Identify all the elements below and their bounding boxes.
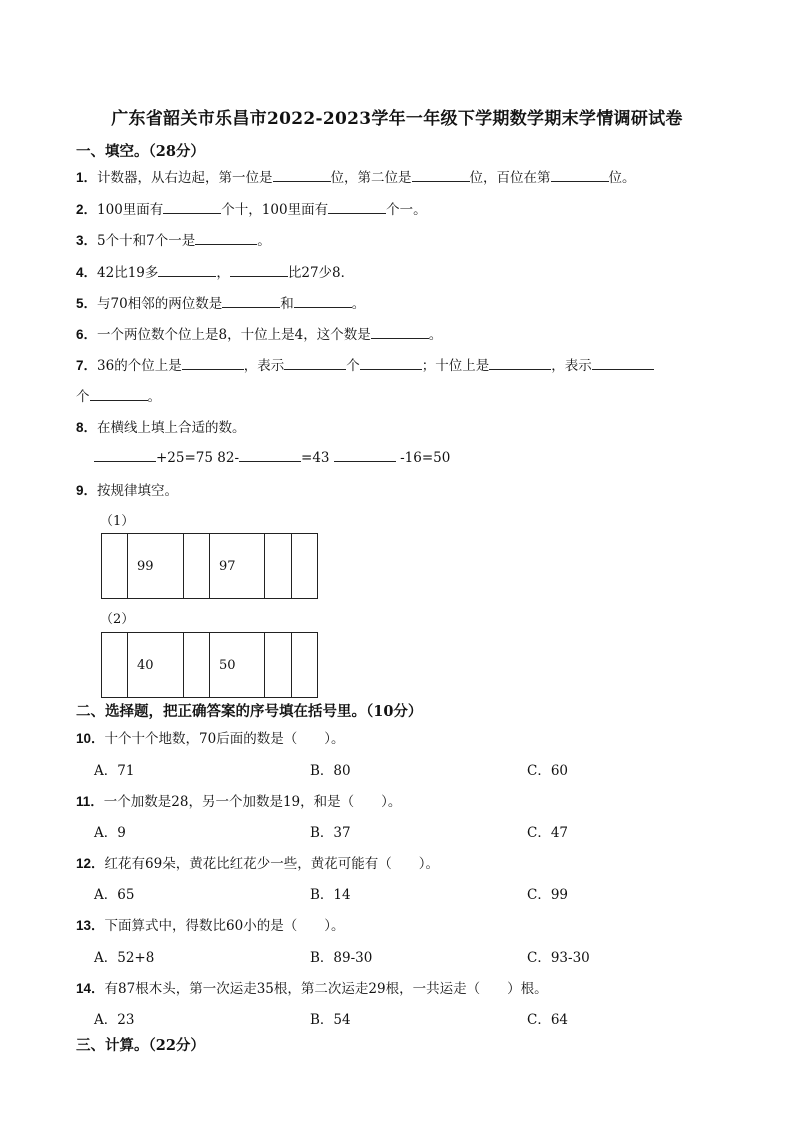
option-a[interactable]: A．71 bbox=[94, 763, 135, 779]
question-14: 14．有87根木头，第一次运走35根，第二次运走29根，一共运走（ ）根。 bbox=[76, 981, 548, 997]
section-heading-choice: 二、选择题，把正确答案的序号填在括号里。（10分） bbox=[76, 703, 423, 720]
answer-blank[interactable] bbox=[195, 231, 257, 245]
question-5: 5．与70相邻的两位数是 和 。 bbox=[76, 296, 366, 312]
answer-blank[interactable] bbox=[273, 168, 331, 182]
question-7: 7．36的个位上是 ，表示 个 ；十位上是 ，表示 bbox=[76, 354, 654, 374]
sequence-cell[interactable] bbox=[102, 534, 128, 599]
answer-blank[interactable] bbox=[182, 356, 244, 370]
answer-blank[interactable] bbox=[412, 168, 470, 182]
sequence-cell[interactable] bbox=[184, 633, 210, 698]
sequence-cell[interactable] bbox=[265, 534, 292, 599]
option-b[interactable]: B．14 bbox=[310, 887, 351, 903]
answer-blank[interactable] bbox=[371, 325, 429, 339]
question-4: 4．42比19多 ， 比27少8． bbox=[76, 265, 355, 281]
option-a[interactable]: A．65 bbox=[94, 887, 135, 903]
section-heading-fill: 一、填空。（28分） bbox=[76, 143, 205, 160]
part-label-2: （2） bbox=[100, 612, 135, 627]
answer-blank[interactable] bbox=[334, 448, 396, 462]
section-heading-calc: 三、计算。（22分） bbox=[76, 1037, 205, 1054]
answer-blank[interactable] bbox=[592, 356, 654, 370]
answer-blank[interactable] bbox=[230, 263, 288, 277]
answer-blank[interactable] bbox=[328, 200, 386, 214]
question-13: 13．下面算式中，得数比60小的是（ ）。 bbox=[76, 918, 345, 934]
answer-blank[interactable] bbox=[360, 356, 422, 370]
answer-blank[interactable] bbox=[284, 356, 346, 370]
sequence-cell[interactable] bbox=[292, 534, 318, 599]
sequence-cell[interactable] bbox=[292, 633, 318, 698]
answer-blank[interactable] bbox=[551, 168, 609, 182]
sequence-cell: 97 bbox=[210, 534, 265, 599]
option-a[interactable]: A．23 bbox=[94, 1012, 135, 1028]
part-label-1: （1） bbox=[100, 514, 135, 529]
option-c[interactable]: C．93-30 bbox=[527, 950, 590, 966]
option-b[interactable]: B．80 bbox=[310, 763, 351, 779]
answer-blank[interactable] bbox=[239, 448, 301, 462]
question-1: 1．计数器，从右边起，第一位是 位，第二位是 位，百位在第 位。 bbox=[76, 170, 636, 186]
number-sequence-2 bbox=[101, 632, 318, 698]
answer-blank[interactable] bbox=[158, 263, 216, 277]
option-c[interactable]: C．47 bbox=[527, 825, 569, 841]
option-b[interactable]: B．89-30 bbox=[310, 950, 373, 966]
sequence-cell[interactable] bbox=[265, 633, 292, 698]
sequence-cell[interactable] bbox=[184, 534, 210, 599]
page-title: 广东省韶关市乐昌市2022-2023学年一年级下学期数学期末学情调研试卷 bbox=[111, 109, 683, 129]
answer-blank[interactable] bbox=[163, 200, 221, 214]
sequence-cell: 99 bbox=[128, 534, 184, 599]
question-9: 9．按规律填空。 bbox=[76, 483, 179, 499]
answer-blank[interactable] bbox=[222, 294, 280, 308]
answer-blank[interactable] bbox=[90, 387, 148, 401]
number-sequence-1 bbox=[101, 533, 318, 599]
question-6: 6．一个两位数个位上是8，十位上是4，这个数是 。 bbox=[76, 327, 443, 343]
option-b[interactable]: B．37 bbox=[310, 825, 351, 841]
option-c[interactable]: C．64 bbox=[527, 1012, 569, 1028]
option-c[interactable]: C．99 bbox=[527, 887, 569, 903]
question-8-equations: +25=75 82- =43 -16=50 bbox=[94, 448, 450, 466]
option-a[interactable]: A．9 bbox=[94, 825, 126, 841]
option-c[interactable]: C．60 bbox=[527, 763, 569, 779]
option-b[interactable]: B．54 bbox=[310, 1012, 351, 1028]
answer-blank[interactable] bbox=[294, 294, 352, 308]
answer-blank[interactable] bbox=[94, 448, 156, 462]
question-8: 8．在横线上填上合适的数。 bbox=[76, 420, 246, 436]
question-3: 3．5个十和7个一是 。 bbox=[76, 233, 271, 249]
question-7-continued: 个 。 bbox=[76, 389, 161, 405]
sequence-cell: 40 bbox=[128, 633, 184, 698]
question-10: 10．十个十个地数，70后面的数是（ ）。 bbox=[76, 731, 345, 747]
question-2: 2．100里面有 个十，100里面有 个一。 bbox=[76, 202, 427, 218]
answer-blank[interactable] bbox=[489, 356, 551, 370]
sequence-cell: 50 bbox=[210, 633, 265, 698]
sequence-cell[interactable] bbox=[102, 633, 128, 698]
option-a[interactable]: A．52+8 bbox=[94, 950, 155, 966]
question-11: 11．一个加数是28，另一个加数是19，和是（ ）。 bbox=[76, 794, 402, 810]
question-12: 12．红花有69朵，黄花比红花少一些，黄花可能有（ ）。 bbox=[76, 856, 439, 872]
